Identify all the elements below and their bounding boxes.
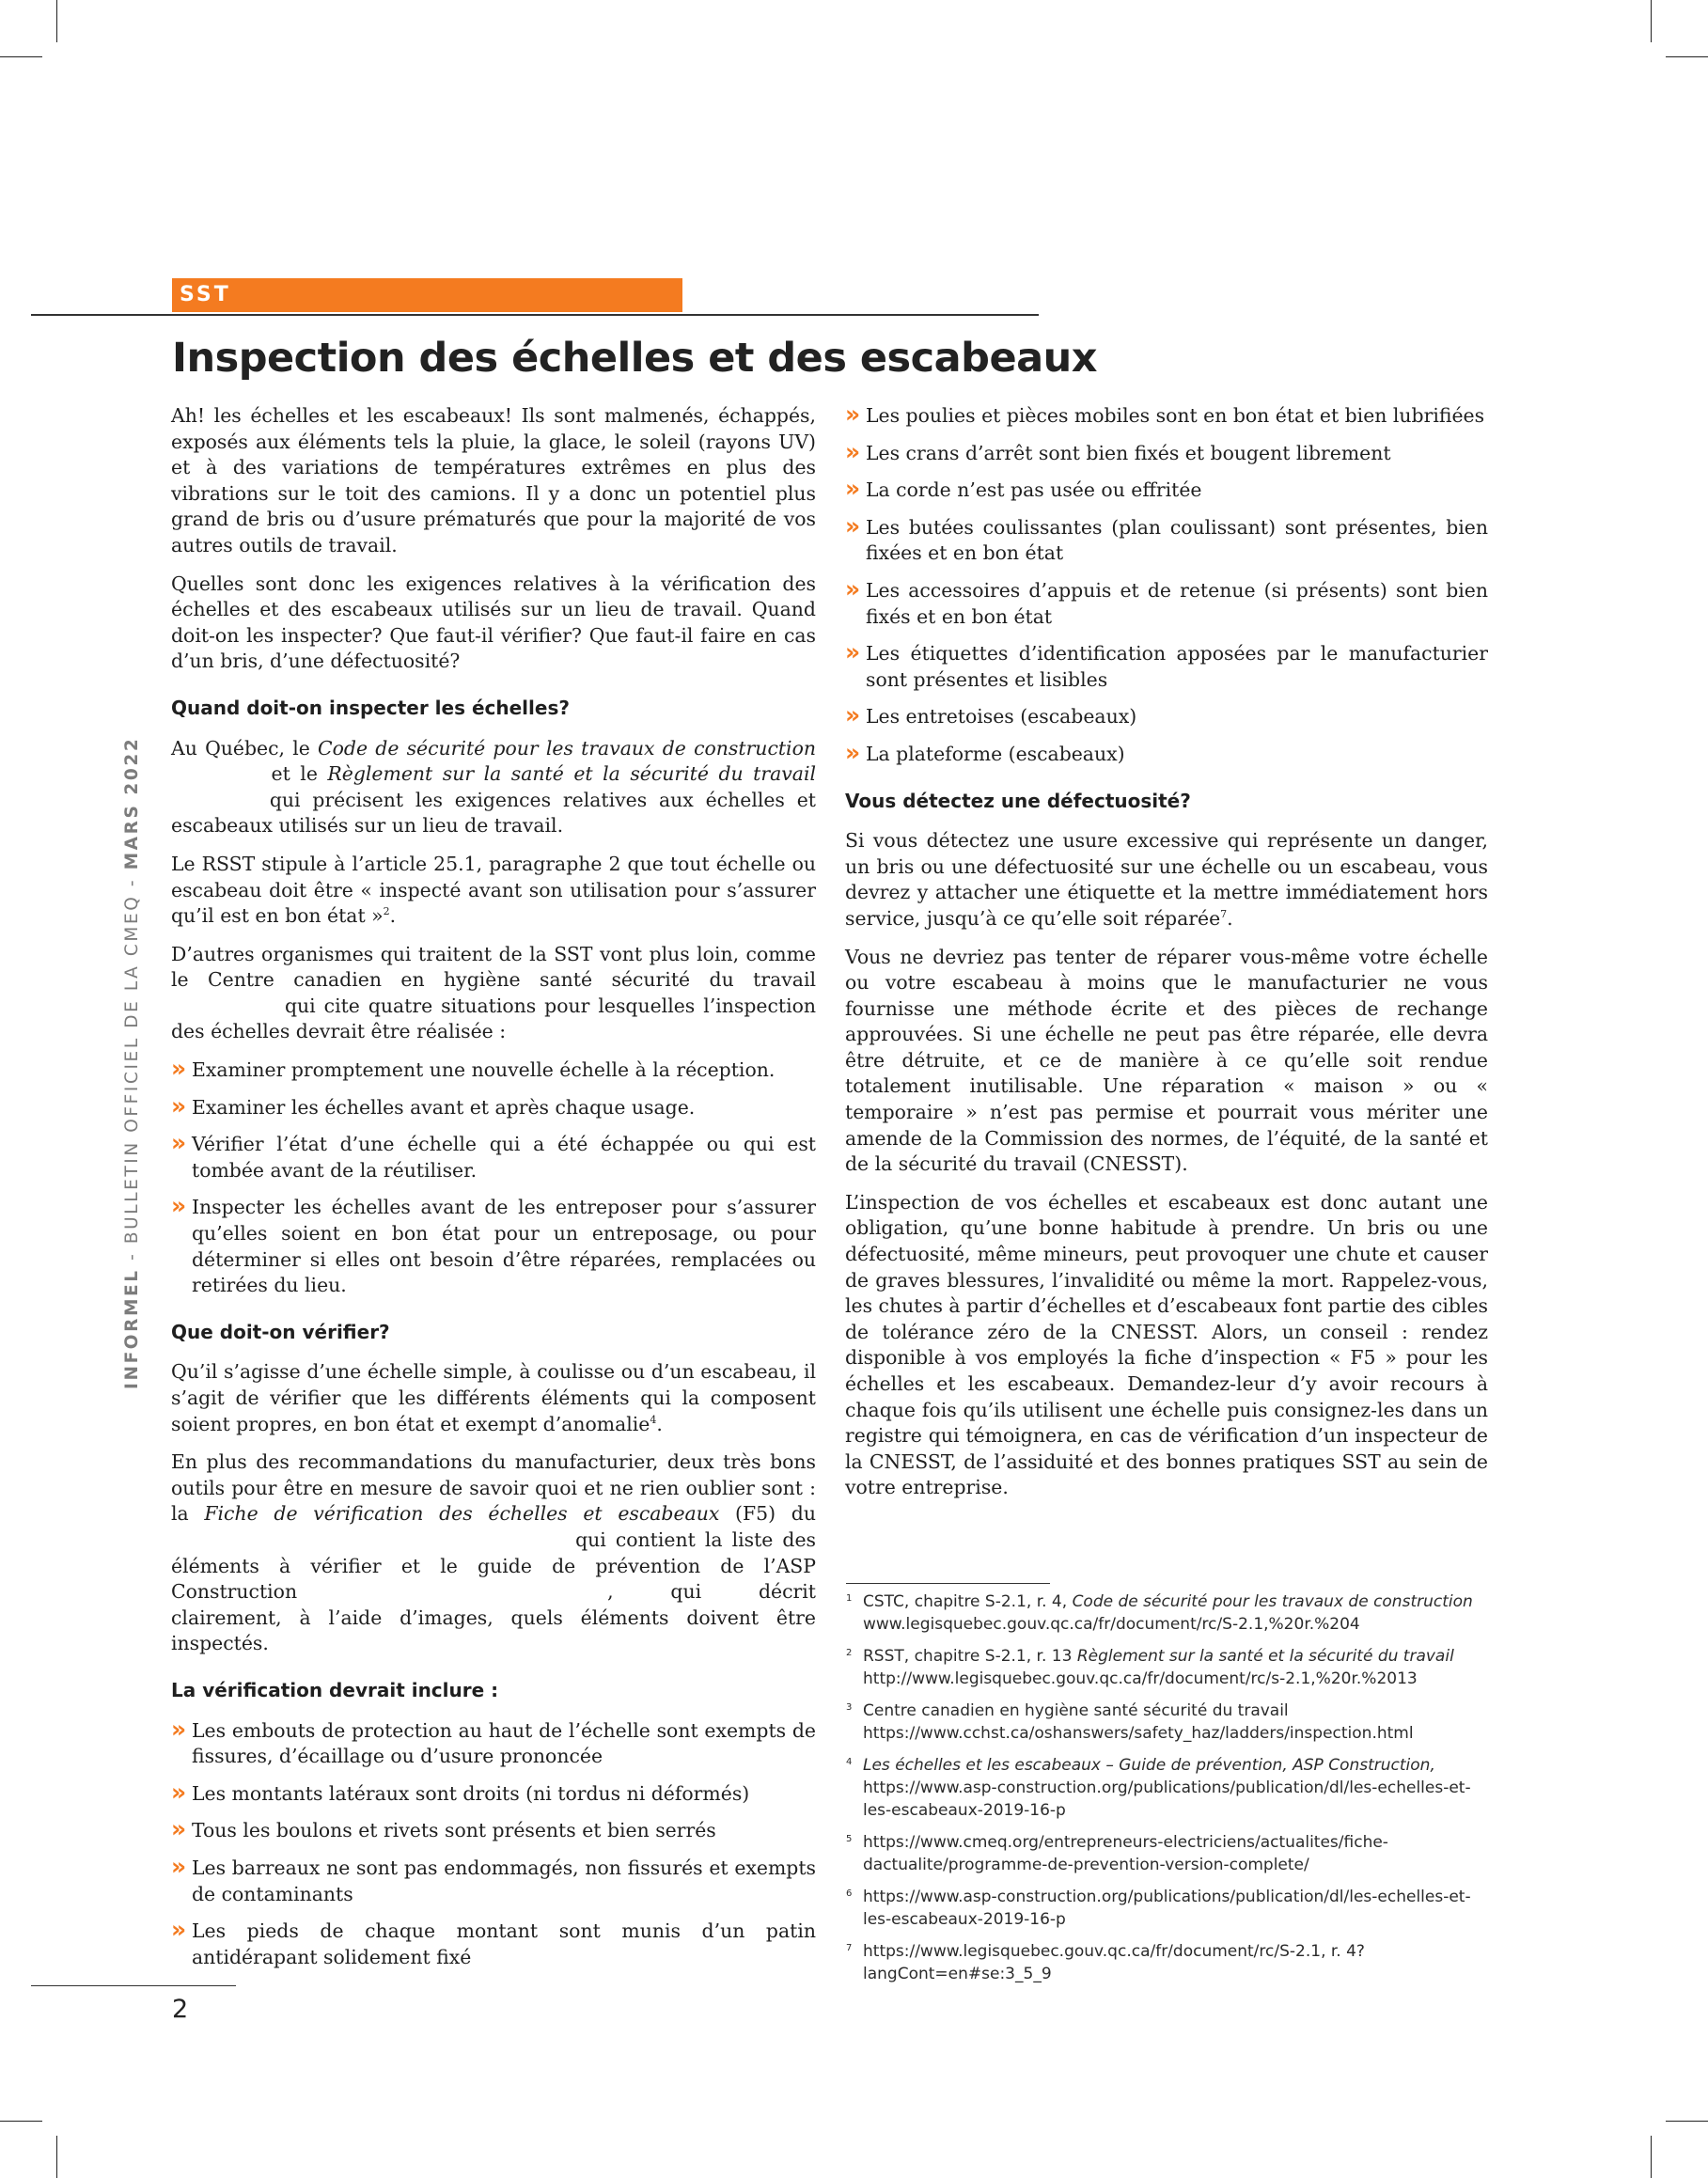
list-item: » Les poulies et pièces mobiles sont en bon état et bien lubrifiées <box>845 403 1488 430</box>
side-label-informel: INFORMEL <box>122 1268 142 1389</box>
crop-mark <box>0 2121 42 2122</box>
fiche-title: Fiche de vérification des échelles et escabeaux <box>204 1502 720 1526</box>
defect-paragraph-2: Vous ne devriez pas tenter de réparer vous-même votre échelle ou votre escabeau à moins que le manufacturier ne vous fournisse une méthode écrite et des pièces de rechange approuvées. Si une échelle ne peut pas être réparée, elle devra être détruite, et ce de manière à ce qu’elle soit rendue totalement inutilisable. Une réparation « maison » ou « temporaire » n’est pas permise et pourrait vous mériter une amende de la Commission des normes, de l’équité, de la santé et de la sécurité du travail (CNESST). <box>845 945 1488 1176</box>
when-paragraph-2: Le RSST stipule à l’article 25.1, paragraphe 2 que tout échelle ou escabeau doit être « inspecté avant son utilisation pour s’assurer qu’il est en bon état »$^2$. <box>171 852 816 928</box>
situations-list <box>171 1058 816 1299</box>
list-item: » Les étiquettes d’identification apposées par le manufacturier sont présentes et lisibles <box>845 641 1488 693</box>
list-item: » La corde n’est pas usée ou effritée <box>845 478 1488 504</box>
footnote: 4 Les échelles et les escabeaux – Guide de prévention, ASP Construction, https://www.asp-construction.org/publications/publication/dl/les-echelles-et-les-escabeaux-2019-16-p <box>846 1756 1471 1820</box>
crop-mark <box>1666 2121 1708 2122</box>
list-item: » Vérifier l’état d’une échelle qui a été échappée ou qui est tombée avant de la réutiliser. <box>171 1132 816 1183</box>
section-tag <box>172 278 682 312</box>
what-paragraph-1: Qu’il s’agisse d’une échelle simple, à coulisse ou d’un escabeau, il s’agit de vérifier que les différents éléments qui la composent soient propres, en bon état et exempt d’anomalie$^4$. <box>171 1360 816 1435</box>
when-paragraph-3: D’autres organismes qui traitent de la SST vont plus loin, comme le Centre canadien en hygiène santé sécurité du travail qui cite quatre situations pour lesquelles l’inspection des échelles devrait être réalisée : <box>171 942 816 1043</box>
side-label-date: MARS 2022 <box>122 736 142 870</box>
list-item: » La plateforme (escabeaux) <box>845 742 1488 768</box>
defect-paragraph-1: Si vous détectez une usure excessive qui représente un danger, un bris ou une défectuosité sur une échelle ou un escabeau, vous devrez y attacher une étiquette et la mettre immédiatement hors service, jusqu’à ce qu’elle soit réparée$^7$. <box>845 829 1488 930</box>
footnote: 5 https://www.cmeq.org/entrepreneurs-electriciens/actualites/fiche-dactualite/programme-de-prevention-version-complete/ <box>846 1833 1388 1874</box>
heading-defect: Vous détectez une défectuosité? <box>845 789 1191 812</box>
footnotes <box>846 1590 1495 1995</box>
section-tag-label: SST <box>180 283 231 306</box>
list-item: » Les butées coulissantes (plan coulissant) sont présentes, bien fixées et en bon état <box>845 515 1488 567</box>
footnote: 7 https://www.legisquebec.gouv.qc.ca/fr/document/rc/S-2.1, r. 4?langCont=en#se:3_5_9 <box>846 1942 1365 1983</box>
rssst-title: Règlement sur la santé et la sécurité du travail <box>327 762 816 786</box>
crop-mark <box>1651 2136 1652 2178</box>
checklist-continued <box>845 403 1488 768</box>
code-title: Code de sécurité pour les travaux de construction <box>318 736 816 760</box>
heading-when: Quand doit-on inspecter les échelles? <box>171 696 570 719</box>
footnote: 2 RSST, chapitre S-2.1, r. 13 Règlement sur la santé et la sécurité du travail http://www.legisquebec.gouv.qc.ca/fr/document/rc/s-2.1,%20r.%2013 <box>846 1647 1454 1688</box>
footer-rule <box>31 1985 236 1986</box>
footnote: 3 Centre canadien en hygiène santé sécurité du travail https://www.cchst.ca/oshanswers/safety_haz/ladders/inspection.html <box>846 1701 1414 1743</box>
page-number: 2 <box>172 1995 189 2024</box>
list-item: » Inspecter les échelles avant de les entreposer pour s’assurer qu’elles soient en bon état pour un entreposage, ou pour déterminer si elles ont besoin d’être réparées, remplacées ou retirées du lieu. <box>171 1195 816 1298</box>
crop-mark <box>56 2136 57 2178</box>
footnote: 1 CSTC, chapitre S-2.1, r. 4, Code de sécurité pour les travaux de construction www.legisquebec.gouv.qc.ca/fr/document/rc/S-2.1,%20r.%204 <box>846 1592 1473 1634</box>
side-label-bulletin: - BULLETIN OFFICIEL DE LA CMEQ - <box>122 870 142 1269</box>
list-item: » Examiner les échelles avant et après chaque usage. <box>171 1095 816 1121</box>
crop-mark <box>56 0 57 42</box>
list-item: » Les pieds de chaque montant sont munis d’un patin antidérapant solidement fixé <box>171 1919 816 1970</box>
list-item: » Les barreaux ne sont pas endommagés, non fissurés et exempts de contaminants <box>171 1856 816 1907</box>
list-item: » Les montants latéraux sont droits (ni tordus ni déformés) <box>171 1781 816 1808</box>
list-item: » Les crans d’arrêt sont bien fixés et bougent librement <box>845 441 1488 467</box>
right-column <box>845 403 1488 1513</box>
article-title: Inspection des échelles et des escabeaux <box>172 335 1097 382</box>
left-column <box>171 403 816 1982</box>
footnote-ref: 7 <box>1220 908 1228 921</box>
intro-questions-paragraph: Quelles sont donc les exigences relatives à la vérification des échelles et des escabeaux utilisés sur un lieu de travail. Quand doit-on les inspecter? Que faut-il vérifier? Que faut-il faire en cas d’un bris, d’une défectuosité? <box>171 572 816 673</box>
what-paragraph-2: En plus des recommandations du manufacturier, deux très bons outils pour être en mesure de savoir quoi et ne rien oublier sont : la Fiche de vérification des échelles et escabeaux (F5) du qui contient la liste des éléments à vérifier et le guide de prévention de l’ASP Construction , qui décrit clairement, à l’aide d’images, quels éléments doivent être inspectés. <box>171 1450 816 1655</box>
list-item: » Les embouts de protection au haut de l’échelle sont exempts de fissures, d’écaillage ou d’usure prononcée <box>171 1718 816 1770</box>
crop-mark <box>1666 56 1708 57</box>
list-item: » Les accessoires d’appuis et de retenue (si présents) sont bien fixés et en bon état <box>845 578 1488 630</box>
list-item: » Tous les boulons et rivets sont présents et bien serrés <box>171 1818 816 1844</box>
publication-side-label <box>122 737 142 1389</box>
intro-paragraph: Ah! les échelles et les escabeaux! Ils sont malmenés, échappés, exposés aux éléments tels la pluie, la glace, le soleil (rayons UV) et à des variations de températures extrêmes en plus des vibrations sur le toit des camions. Il y a donc un potentiel plus grand de bris ou d’usure prématurés que pour la majorité de vos autres outils de travail. <box>171 404 816 556</box>
defect-paragraph-3: L’inspection de vos échelles et escabeaux est donc autant une obligation, qu’une bonne habitude à prendre. Un bris ou une défectuosité, même mineurs, peut provoquer une chute et causer de graves blessures, l’invalidité ou même la mort. Rappelez-vous, les chutes à partir d’échelles et d’escabeaux font partie des cibles de tolérance zéro de la CNESST. Alors, un conseil : rendez disponible à vos employés la fiche d’inspection « F5 » pour les échelles et les escabeaux. Demandez-leur d’y avoir recours à chaque fois qu’ils utilisent une échelle puis consignez-les dans un registre qui témoignera, en cas de vérification d’un inspecteur de la CNESST, de l’assiduité et des bonnes pratiques SST au sein de votre entreprise. <box>845 1190 1488 1499</box>
footnote-ref: 2 <box>383 905 390 918</box>
crop-mark <box>1651 0 1652 42</box>
crop-mark <box>0 56 42 57</box>
when-paragraph-1: Au Québec, le Code de sécurité pour les travaux de construction et le Règlement sur la santé et la sécurité du travail qui précisent les exigences relatives aux échelles et escabeaux utilisés sur un lieu de travail. <box>171 736 816 838</box>
header-rule <box>31 314 1039 316</box>
footnote: 6 https://www.asp-construction.org/publications/publication/dl/les-echelles-et-les-escabeaux-2019-16-p <box>846 1888 1471 1929</box>
list-item: » Les entretoises (escabeaux) <box>845 704 1488 730</box>
footnote-ref: 4 <box>650 1413 657 1426</box>
heading-include: La vérification devrait inclure : <box>171 1678 499 1701</box>
checklist <box>171 1718 816 1971</box>
list-item: » Examiner promptement une nouvelle échelle à la réception. <box>171 1058 816 1084</box>
footnote-rule <box>846 1583 1050 1584</box>
heading-what: Que doit-on vérifier? <box>171 1320 390 1343</box>
